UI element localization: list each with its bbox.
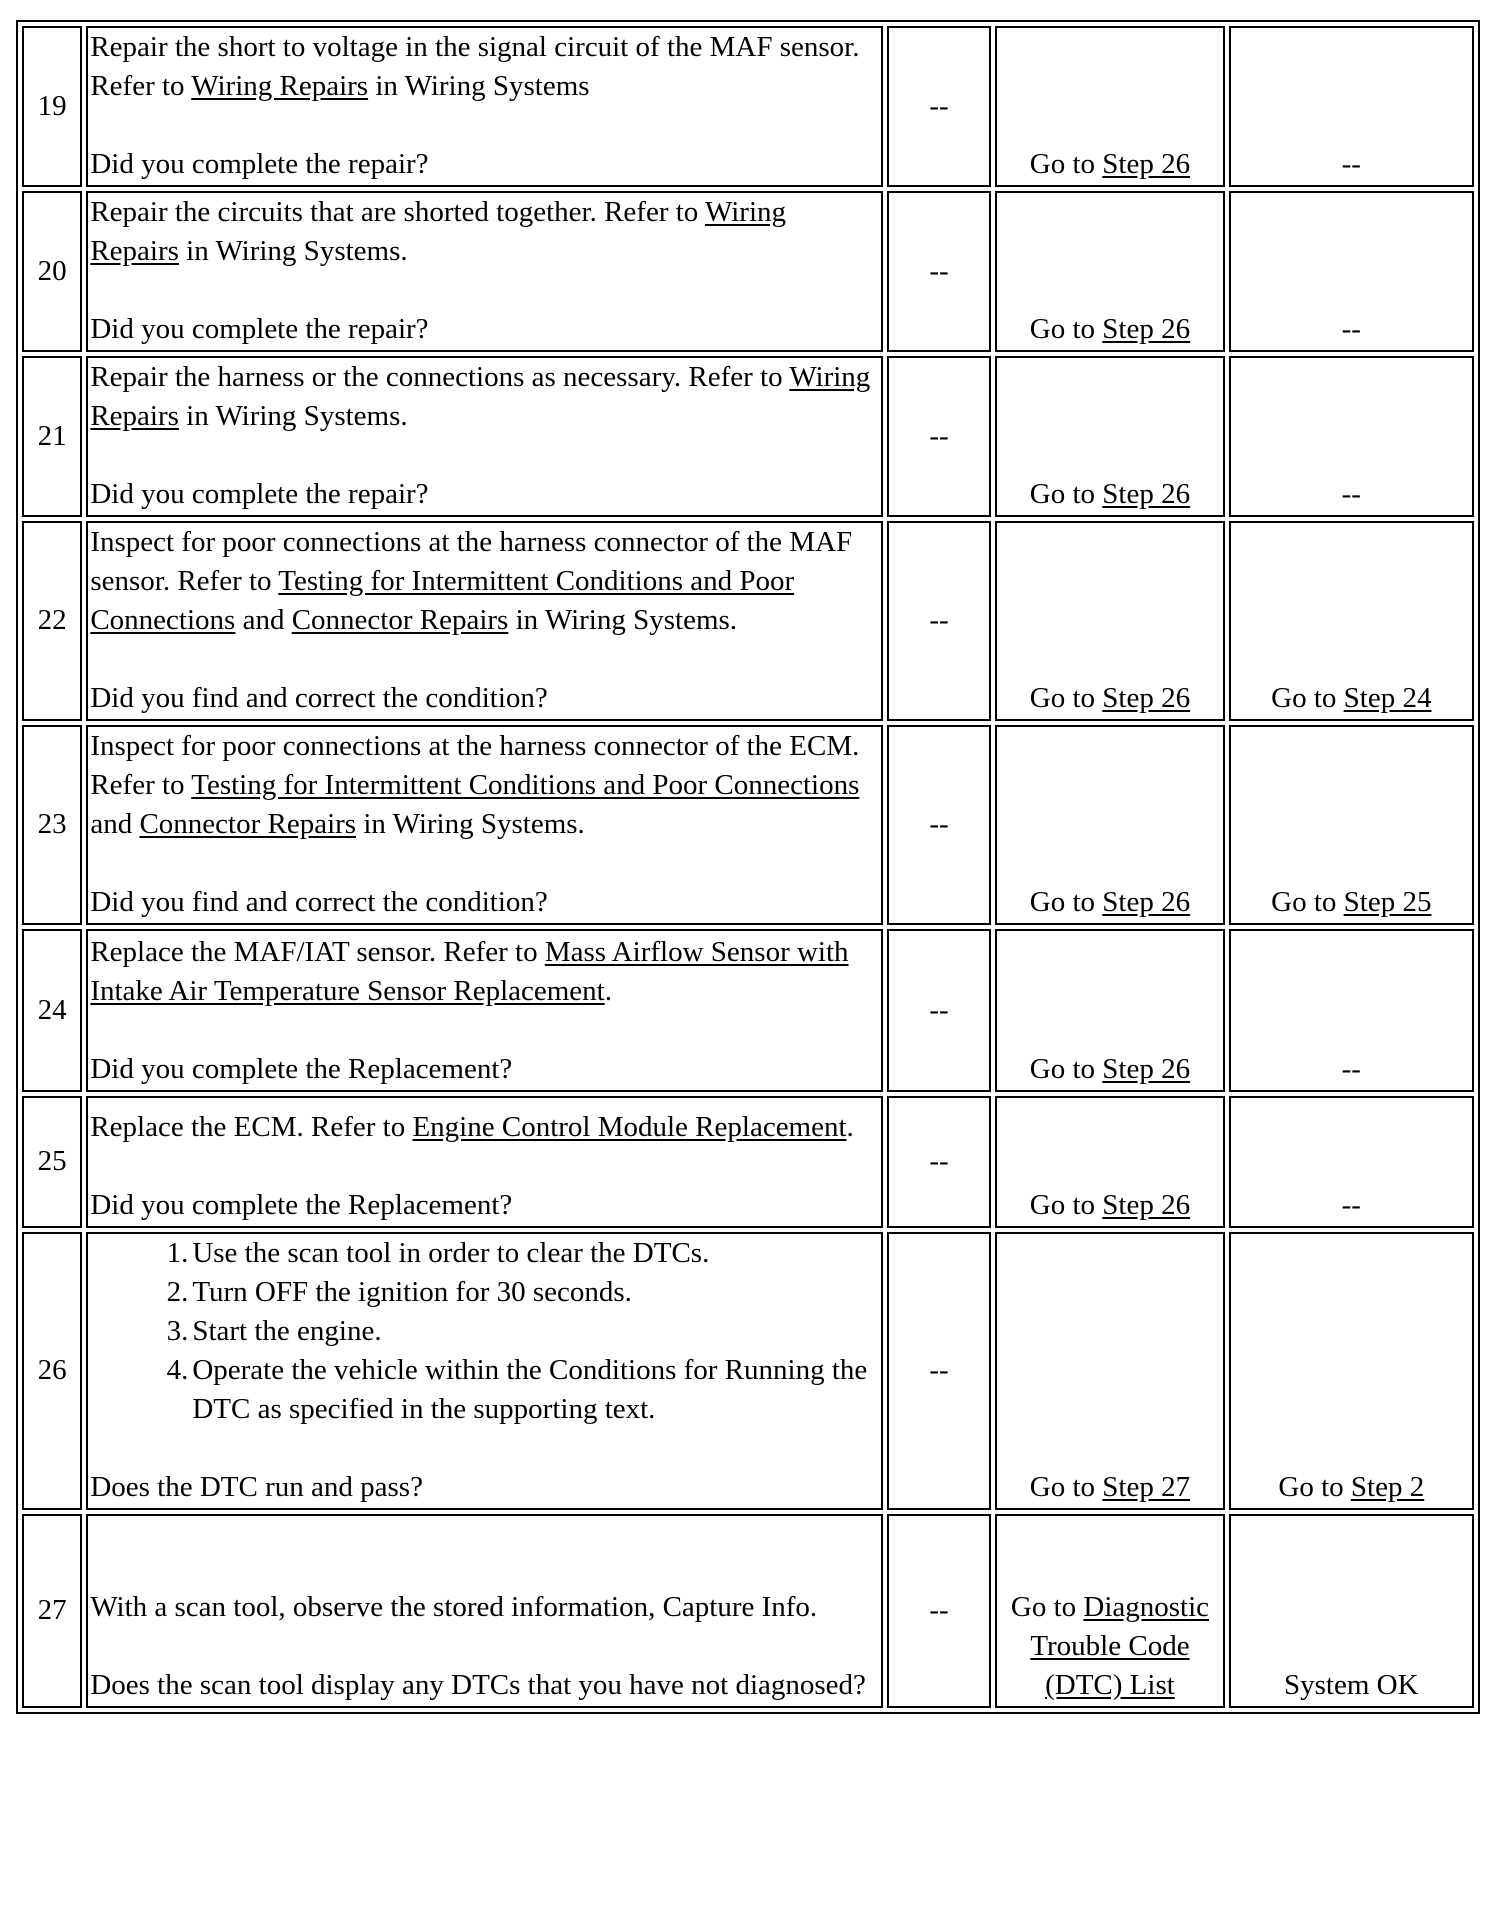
cell-text: Replace the ECM. Refer to [90,1111,413,1143]
reference-link[interactable]: Connector Repairs [139,808,357,840]
step-action [86,1232,882,1510]
go-to-link[interactable]: Step 26 [1102,478,1191,510]
reference-link[interactable]: Connector Repairs [291,604,509,636]
cell-text: Go to [1029,886,1103,918]
action-instruction [90,933,878,1011]
no-action [1229,1096,1474,1228]
spacer [90,1429,878,1468]
cell-text: -- [1341,1053,1361,1085]
action-instruction [90,727,878,844]
diagnostic-steps-table [16,20,1480,1714]
spacer [90,844,878,883]
step-value: -- [887,1232,992,1510]
procedure-step-text: Operate the vehicle within the Conditions for Running the DTC as specified in the supporting text. [192,1354,868,1425]
cell-text: Replace the MAF/IAT sensor. Refer to [90,936,545,968]
step-action [86,356,882,517]
cell-text: Go to [1010,1591,1084,1623]
action-instruction [90,193,878,271]
yes-action [995,26,1224,187]
yes-action [995,356,1224,517]
go-to-link[interactable]: Step 24 [1343,682,1432,714]
reference-link[interactable]: Wiring Repairs [191,70,369,102]
step-value: -- [887,1514,992,1708]
step-number: 26 [22,1232,82,1510]
cell-text: Repair the circuits that are shorted together. Refer to [90,196,706,228]
step-action [86,26,882,187]
step-action [86,521,882,721]
no-action [1229,1232,1474,1510]
step-action [86,1514,882,1708]
step-number: 25 [22,1096,82,1228]
cell-text: Inspect for poor connections at the harness connector of the MAF sensor. Refer to [90,526,853,597]
cell-text: in Wiring Systems. [178,235,408,267]
yes-action [995,725,1224,925]
cell-text: and [235,604,292,636]
go-to-link[interactable]: Step 26 [1102,148,1191,180]
cell-text: Go to [1029,1189,1103,1221]
step-row-19 [22,26,1474,187]
yes-action [995,1096,1224,1228]
step-number: 27 [22,1514,82,1708]
procedure-step-number: 1. [166,1237,189,1269]
procedure-step [90,1234,878,1273]
cell-text: . [604,975,612,1007]
action-instruction [90,523,878,640]
cell-text: in Wiring Systems. [356,808,585,840]
no-action [1229,725,1474,925]
cell-text: Go to [1029,478,1103,510]
reference-link[interactable]: Testing for Intermittent Conditions and Poor Connections [90,565,795,636]
procedure-step-number: 4. [166,1354,189,1386]
spacer [90,106,878,145]
cell-text: . [846,1111,854,1143]
step-question: Did you complete the repair? [90,478,429,510]
step-row-25 [22,1096,1474,1228]
spacer [90,436,878,475]
cell-text: Repair the short to voltage in the signal circuit of the MAF sensor. Refer to [90,31,860,102]
action-instruction [90,358,878,436]
step-value: -- [887,191,992,352]
cell-text: -- [1341,313,1361,345]
cell-text: Go to [1029,148,1103,180]
no-action [1229,929,1474,1092]
cell-text: in Wiring Systems. [508,604,738,636]
reference-link[interactable]: Mass Airflow Sensor with Intake Air Temperature Sensor Replacement [90,936,849,1007]
cell-text: Go to [1029,1053,1103,1085]
step-question: Did you complete the Replacement? [90,1053,513,1085]
cell-text: and [90,808,140,840]
cell-text: Go to [1278,1471,1351,1503]
cell-text: in Wiring Systems. [178,400,408,432]
go-to-link[interactable]: Step 26 [1102,682,1191,714]
step-number: 22 [22,521,82,721]
step-row-26 [22,1232,1474,1510]
cell-text: Inspect for poor connections at the harness connector of the ECM. Refer to [90,730,860,801]
step-value: -- [887,725,992,925]
procedure-step [90,1351,878,1429]
step-question: Did you complete the Replacement? [90,1189,513,1221]
step-question: Does the DTC run and pass? [90,1471,423,1503]
cell-text: -- [1341,478,1361,510]
reference-link[interactable]: Wiring Repairs [90,196,787,267]
yes-action [995,191,1224,352]
step-action [86,725,882,925]
cell-text: -- [1341,148,1361,180]
procedure-list [90,1234,878,1429]
action-instruction [90,1108,878,1147]
step-action [86,929,882,1092]
cell-text: Go to [1029,1471,1103,1503]
step-row-24 [22,929,1474,1092]
cell-text: With a scan tool, observe the stored information, Capture Info. [90,1591,818,1623]
yes-action [995,521,1224,721]
procedure-step-number: 3. [166,1315,189,1347]
procedure-step [90,1273,878,1312]
no-action [1229,521,1474,721]
yes-action [995,929,1224,1092]
go-to-link[interactable]: Diagnostic Trouble Code (DTC) List [1030,1591,1210,1701]
go-to-link[interactable]: Step 27 [1102,1471,1191,1503]
cell-text: System OK [1284,1669,1419,1701]
no-action [1229,26,1474,187]
step-value: -- [887,1096,992,1228]
procedure-step-number: 2. [166,1276,189,1308]
step-value: -- [887,929,992,1092]
step-action [86,1096,882,1228]
no-action [1229,1514,1474,1708]
spacer [90,640,878,679]
cell-text: Go to [1029,313,1103,345]
step-row-23 [22,725,1474,925]
yes-action [995,1514,1224,1708]
step-question: Did you find and correct the condition? [90,886,548,918]
step-question: Did you find and correct the condition? [90,682,548,714]
reference-link[interactable]: Engine Control Module Replacement [412,1111,847,1143]
step-row-21 [22,356,1474,517]
go-to-link[interactable]: Step 26 [1102,1189,1191,1221]
step-question: Does the scan tool display any DTCs that you have not diagnosed? [90,1669,866,1701]
action-instruction [90,28,878,106]
step-number: 24 [22,929,82,1092]
step-row-20 [22,191,1474,352]
action-instruction [90,1588,878,1627]
go-to-link[interactable]: Step 25 [1343,886,1432,918]
cell-text: Go to [1271,682,1344,714]
step-number: 23 [22,725,82,925]
step-question: Did you complete the repair? [90,148,429,180]
cell-text: Repair the harness or the connections as necessary. Refer to [90,361,790,393]
cell-text: in Wiring Systems [368,70,590,102]
procedure-step-text: Start the engine. [192,1315,382,1347]
go-to-link[interactable]: Step 26 [1102,886,1191,918]
reference-link[interactable]: Wiring Repairs [90,361,871,432]
go-to-link[interactable]: Step 26 [1102,1053,1191,1085]
step-value: -- [887,26,992,187]
table-body [22,26,1474,1708]
go-to-link[interactable]: Step 2 [1350,1471,1425,1503]
procedure-step-text: Turn OFF the ignition for 30 seconds. [192,1276,632,1308]
cell-text: -- [1341,1189,1361,1221]
step-value: -- [887,356,992,517]
procedure-step [90,1312,878,1351]
no-action [1229,191,1474,352]
step-number: 19 [22,26,82,187]
cell-text: Go to [1271,886,1344,918]
no-action [1229,356,1474,517]
step-number: 21 [22,356,82,517]
step-number: 20 [22,191,82,352]
reference-link[interactable]: Testing for Intermittent Conditions and Poor Connections [191,769,860,801]
procedure-step-text: Use the scan tool in order to clear the DTCs. [192,1237,710,1269]
spacer [90,1011,878,1050]
go-to-link[interactable]: Step 26 [1102,313,1191,345]
spacer [90,1627,878,1666]
step-row-27 [22,1514,1474,1708]
spacer [90,1147,878,1186]
yes-action [995,1232,1224,1510]
cell-text: Go to [1029,682,1103,714]
step-question: Did you complete the repair? [90,313,429,345]
step-value: -- [887,521,992,721]
step-action [86,191,882,352]
step-row-22 [22,521,1474,721]
spacer [90,271,878,310]
